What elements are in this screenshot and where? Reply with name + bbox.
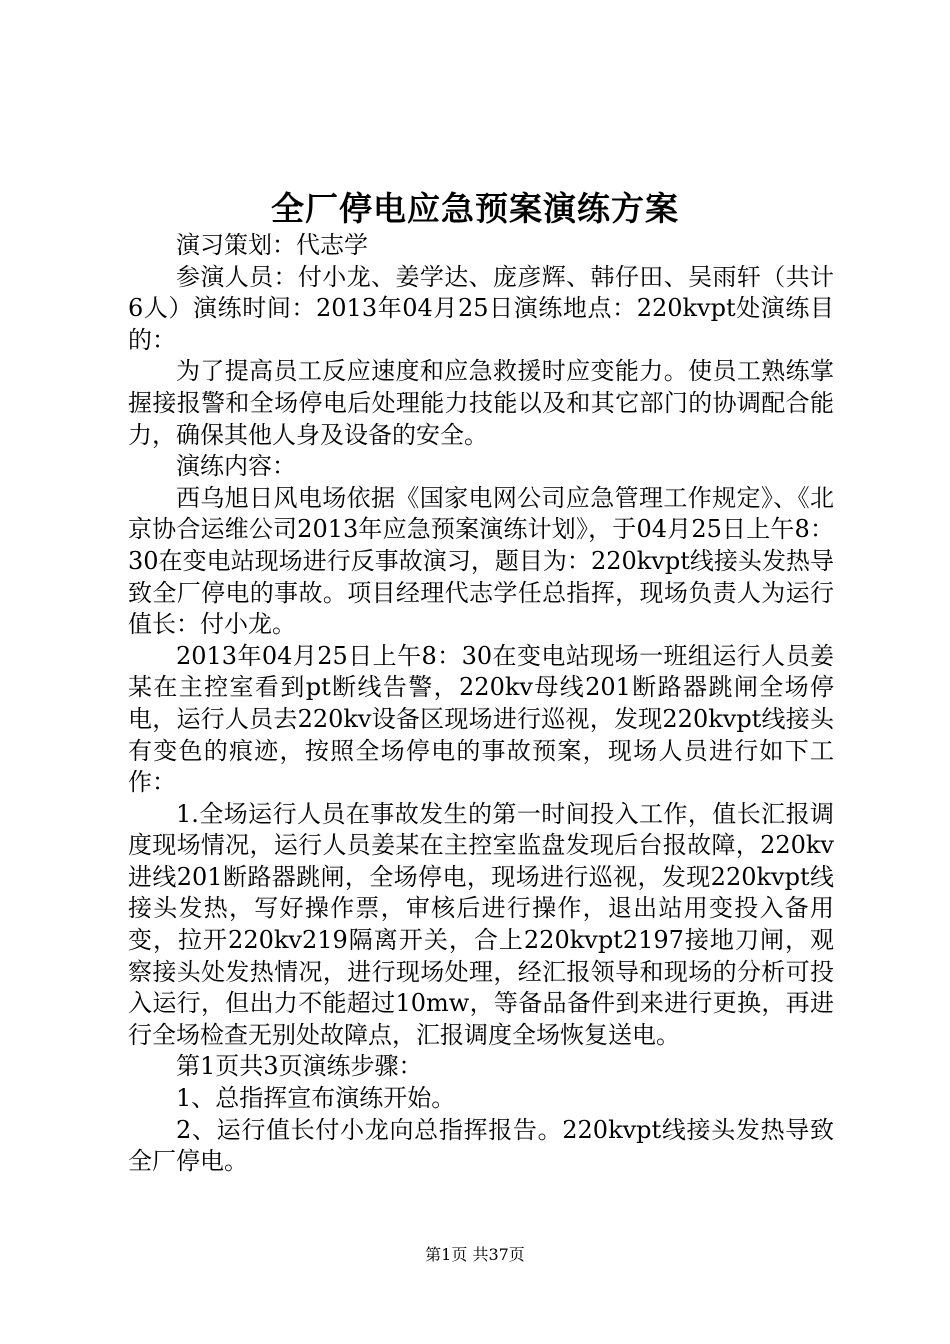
paragraph-scenario: 2013年04月25日上午8：30在变电站现场一班组运行人员姜某在主控室看到pt断线告警，220kv母线201断路器跳闸全场停电，运行人员去220kv设备区现场进行巡视，发现220kvpt线接头有变色的痕迹，按照全场停电的事故预案，现场人员进行如下工作： — [128, 641, 834, 797]
page-footer: 第1页 共37页 — [425, 1245, 525, 1264]
paragraph-content-heading: 演练内容： — [176, 452, 296, 481]
paragraph-participants: 参演人员：付小龙、姜学达、庞彦辉、韩仔田、吴雨轩（共计6人）演练时间：2013年04月25日演练地点：220kvpt处演练目的： — [128, 262, 834, 354]
paragraph-steps-heading: 第1页共3页演练步骤： — [176, 1052, 423, 1081]
paragraph-purpose: 为了提高员工反应速度和应急救援时应变能力。使员工熟练掌握接报警和全场停电后处理能力技能以及和其它部门的协调配合能力，确保其他人身及设备的安全。 — [128, 357, 834, 449]
paragraph-content: 西乌旭日风电场依据《国家电网公司应急管理工作规定》、《北京协合运维公司2013年应急预案演练计划》，于04月25日上午8：30在变电站现场进行反事故演习，题目为：220kvpt线接头发热导致全厂停电的事故。项目经理代志学任总指挥，现场负责人为运行值长：付小龙。 — [128, 483, 834, 639]
paragraph-planner: 演习策划：代志学 — [176, 231, 368, 259]
paragraph-step-2: 2、运行值长付小龙向总指挥报告。220kvpt线接头发热导致全厂停电。 — [128, 1115, 834, 1176]
paragraph-procedure-1: 1.全场运行人员在事故发生的第一时间投入工作，值长汇报调度现场情况，运行人员姜某在主控室监盘发现后台报故障，220kv进线201断路器跳闸，全场停电，现场进行巡视，发现220kvpt线接头发热，写好操作票，审核后进行操作，退出站用变投入备用变，拉开220kv219隔离开关，合上220kvpt2197接地刀闸，观察接头处发热情况，进行现场处理，经汇报领导和现场的分析可投入运行，但出力不能超过10mw，等备品备件到来进行更换，再进行全场检查无别处故障点，汇报调度全场恢复送电。 — [128, 799, 834, 1049]
document-body — [128, 230, 834, 1178]
document-title: 全厂停电应急预案演练方案 — [271, 189, 679, 228]
paragraph-step-1: 1、总指挥宣布演练开始。 — [176, 1084, 456, 1113]
